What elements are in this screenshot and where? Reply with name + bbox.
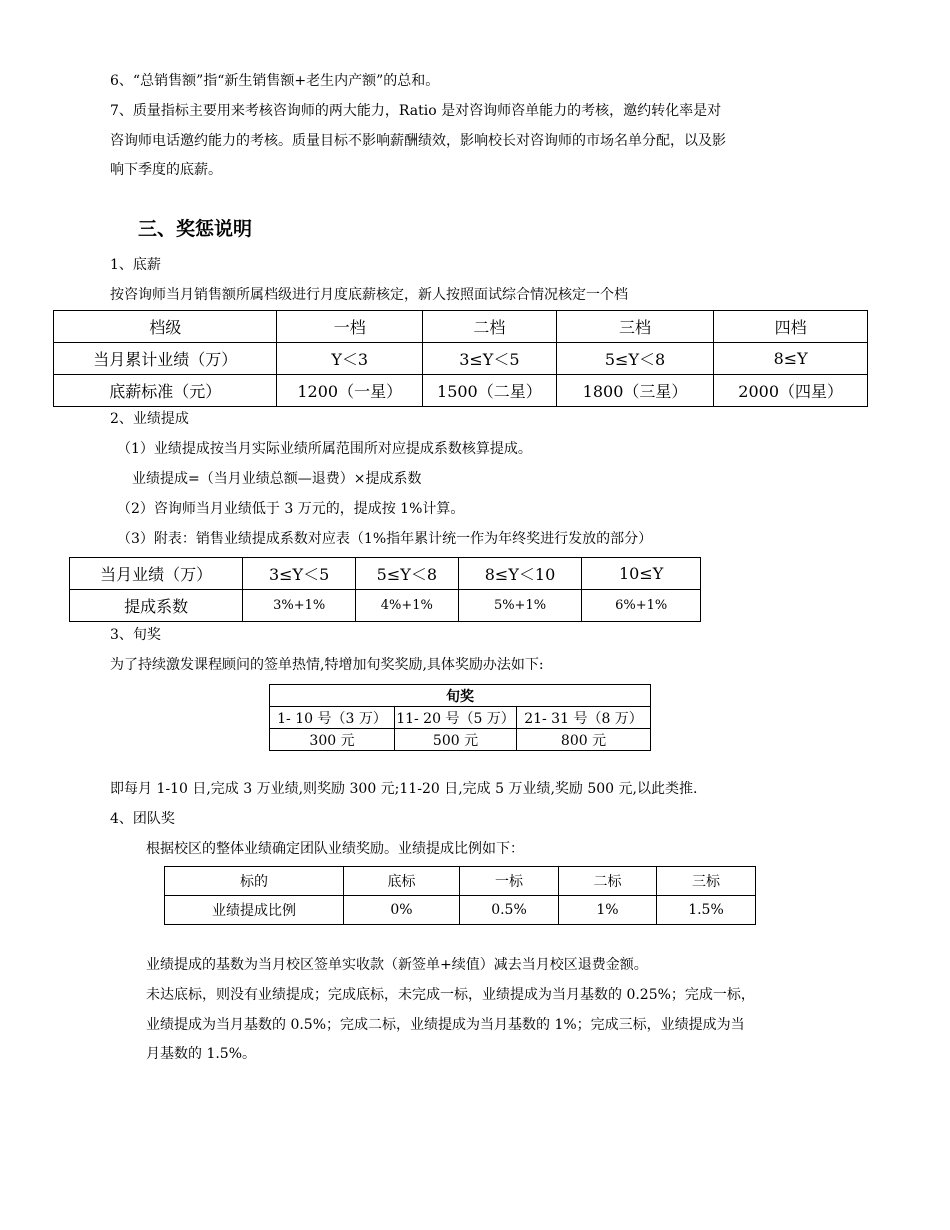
paragraph-7-line-1: 7、质量指标主要用来考核咨询师的两大能力，Ratio 是对咨询师咨单能力的考核，邀约转化率是对 [110, 103, 722, 119]
subsection-4-desc: 根据校区的整体业绩确定团队业绩奖励。业绩提成比例如下： [146, 841, 524, 857]
table-cell: 0.5% [460, 896, 559, 925]
commission-formula: 业绩提成=（当月业绩总额—退费）×提成系数 [132, 471, 422, 487]
table-row [270, 685, 651, 707]
table-cell: 6%+1% [582, 590, 701, 622]
table-cell: 4%+1% [355, 590, 458, 622]
subsection-4-note-1: 业绩提成的基数为当月校区签单实收款（新签单+续值）减去当月校区退费金额。 [146, 957, 648, 973]
table-row [54, 343, 868, 375]
table-cell: 1500（二星） [423, 375, 557, 407]
table-cell: 一档 [277, 311, 423, 343]
team-bonus-table [164, 866, 756, 925]
table-cell: 5≤Y＜8 [355, 558, 458, 590]
table-cell: 底标 [344, 867, 460, 896]
table-cell: 800 元 [517, 729, 651, 751]
subsection-3-title: 3、旬奖 [110, 627, 161, 643]
table-cell: 三标 [657, 867, 756, 896]
table-cell: 业绩提成比例 [165, 896, 344, 925]
table-cell: 5≤Y＜8 [556, 343, 714, 375]
table-cell: 1800（三星） [556, 375, 714, 407]
table-cell: 三档 [556, 311, 714, 343]
table-cell: Y＜3 [277, 343, 423, 375]
commission-table [69, 557, 701, 622]
table-cell: 500 元 [395, 729, 517, 751]
table-cell: 1200（一星） [277, 375, 423, 407]
table-cell: 3≤Y＜5 [423, 343, 557, 375]
table-row [70, 590, 701, 622]
table-cell: 300 元 [270, 729, 395, 751]
table-row [270, 707, 651, 729]
section-heading: 三、奖惩说明 [138, 218, 253, 240]
paragraph-7-line-2: 咨询师电话邀约能力的考核。质量目标不影响薪酬绩效，影响校长对咨询师的市场名单分配，以及影 [110, 133, 726, 149]
table-row [54, 311, 868, 343]
table-cell: 8≤Y [714, 343, 868, 375]
table-cell: 3≤Y＜5 [243, 558, 356, 590]
table-cell: 1.5% [657, 896, 756, 925]
table-cell: 提成系数 [70, 590, 243, 622]
table-cell: 标的 [165, 867, 344, 896]
subsection-2-item-1: （1）业绩提成按当月实际业绩所属范围所对应提成系数核算提成。 [117, 441, 532, 457]
table-cell: 10≤Y [582, 558, 701, 590]
subsection-4-note-2-line-3: 月基数的 1.5%。 [146, 1046, 257, 1062]
subsection-1-title: 1、底薪 [110, 257, 161, 273]
table-row [270, 729, 651, 751]
table-row [165, 896, 756, 925]
table-cell: 二标 [559, 867, 657, 896]
table-cell: 0% [344, 896, 460, 925]
table-cell: 四档 [714, 311, 868, 343]
table-cell: 8≤Y＜10 [458, 558, 582, 590]
subsection-2-item-3: （3）附表：销售业绩提成系数对应表（1%指年累计统一作为年终奖进行发放的部分） [117, 531, 653, 547]
table-row [165, 867, 756, 896]
table-cell: 1- 10 号（3 万） [270, 707, 395, 729]
base-salary-table [53, 310, 868, 407]
table-row [70, 558, 701, 590]
subsection-2-item-2: （2）咨询师当月业绩低于 3 万元的，提成按 1%计算。 [117, 501, 465, 517]
table-cell: 当月业绩（万） [70, 558, 243, 590]
subsection-4-note-2-line-2: 业绩提成为当月基数的 0.5%；完成二标，业绩提成为当月基数的 1%；完成三标，业绩提成为当 [146, 1017, 745, 1033]
table-row [54, 375, 868, 407]
subsection-1-desc: 按咨询师当月销售额所属档级进行月度底薪核定，新人按照面试综合情况核定一个档 [110, 287, 628, 303]
table-cell: 底薪标准（元） [54, 375, 277, 407]
table-cell: 3%+1% [243, 590, 356, 622]
subsection-3-note: 即每月 1-10 日,完成 3 万业绩,则奖励 300 元;11-20 日,完成 5 万业绩,奖励 500 元,以此类推. [110, 781, 698, 797]
subsection-4-title: 4、团队奖 [110, 811, 175, 827]
xun-bonus-table [269, 684, 651, 751]
table-cell: 一标 [460, 867, 559, 896]
subsection-4-note-2-line-1: 未达底标，则没有业绩提成；完成底标，未完成一标，业绩提成为当月基数的 0.25%；完成一标， [146, 987, 755, 1003]
table-cell: 11- 20 号（5 万） [395, 707, 517, 729]
paragraph-7-line-3: 响下季度的底薪。 [110, 162, 222, 178]
subsection-2-title: 2、业绩提成 [110, 411, 189, 427]
table-title: 旬奖 [270, 685, 651, 707]
table-cell: 1% [559, 896, 657, 925]
table-cell: 21- 31 号（8 万） [517, 707, 651, 729]
table-cell: 当月累计业绩（万） [54, 343, 277, 375]
table-cell: 二档 [423, 311, 557, 343]
table-cell: 2000（四星） [714, 375, 868, 407]
table-cell: 5%+1% [458, 590, 582, 622]
paragraph-6: 6、“总销售额”指“新生销售额+老生内产额”的总和。 [110, 73, 440, 89]
table-cell: 档级 [54, 311, 277, 343]
subsection-3-desc: 为了持续激发课程顾问的签单热情,特增加旬奖奖励,具体奖励办法如下: [110, 657, 544, 673]
